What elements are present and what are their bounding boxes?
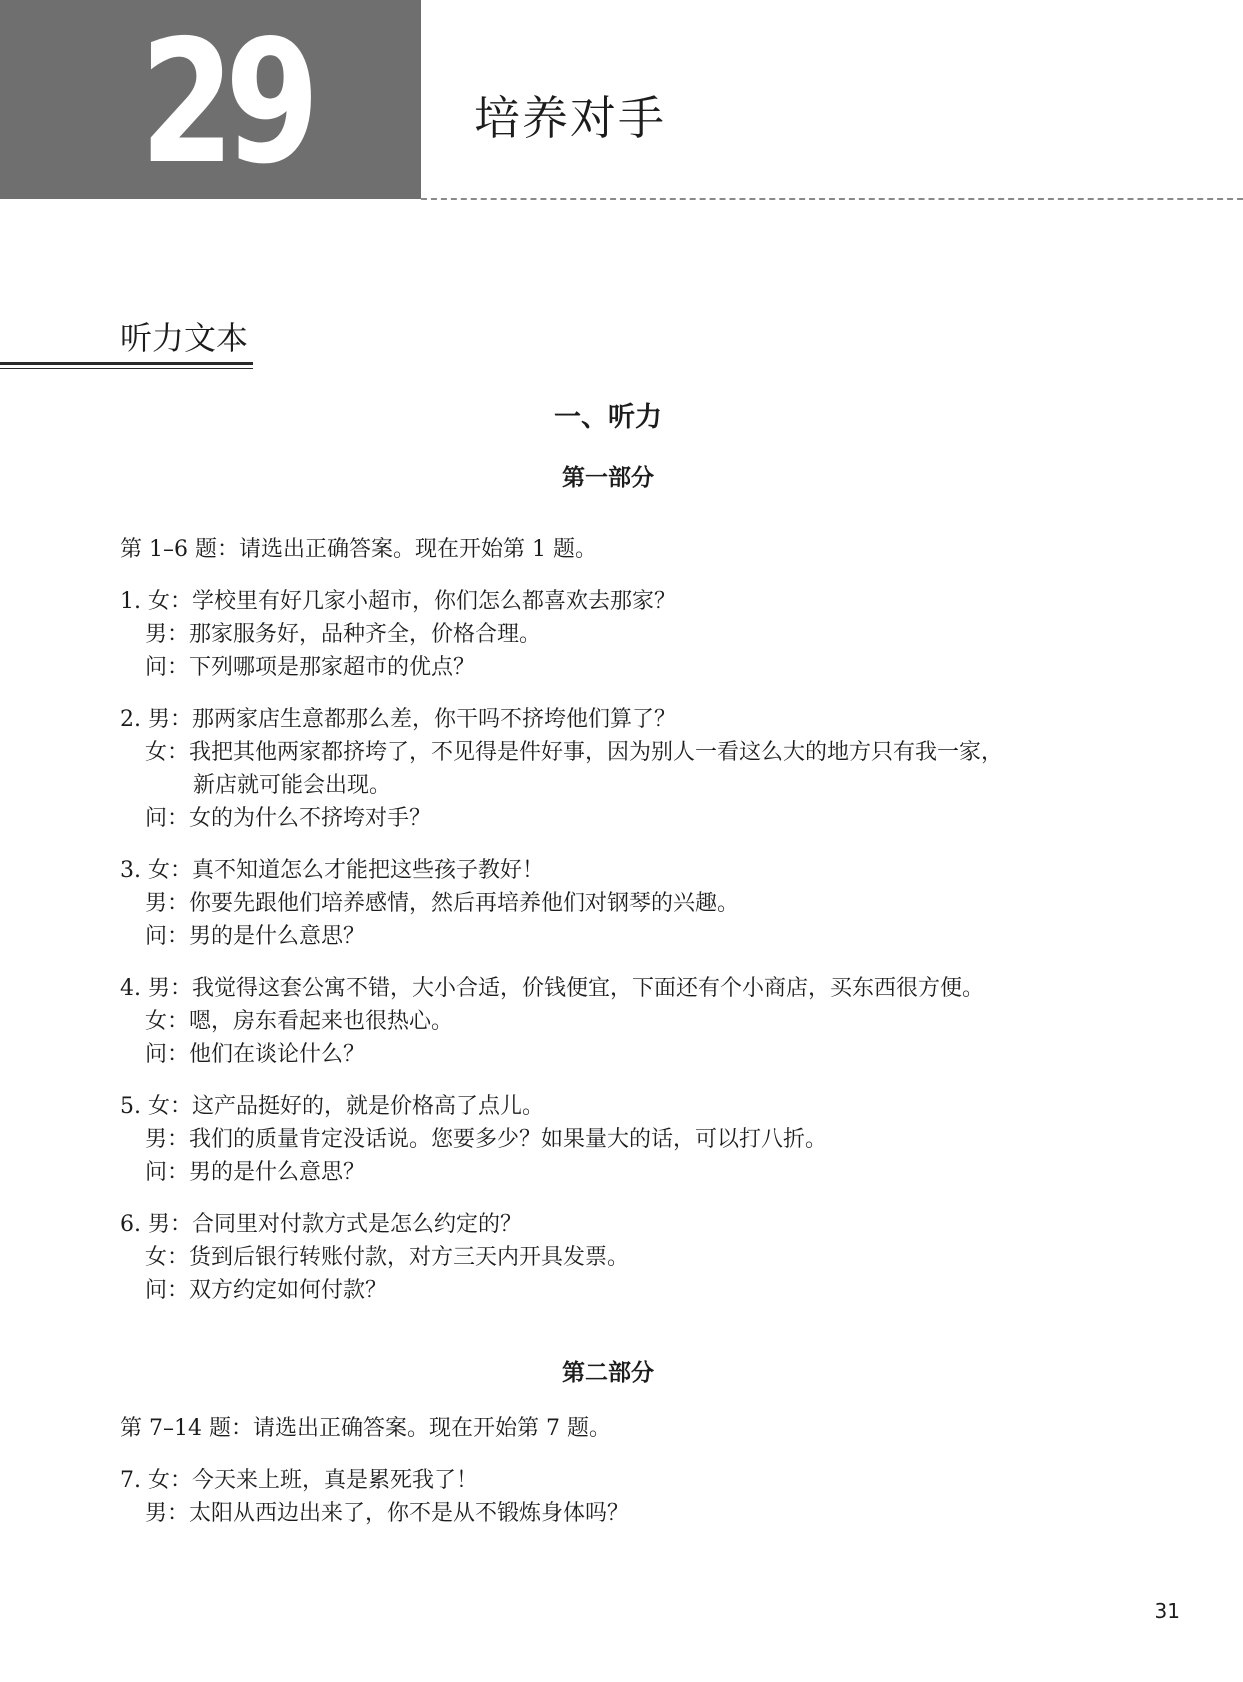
dialogue-line: 问：男的是什么意思？	[145, 924, 366, 949]
section-heading-underline	[0, 362, 253, 365]
lesson-number: 29	[139, 4, 311, 202]
header-dashed-rule	[421, 198, 1243, 200]
page-number: 31	[1154, 1599, 1180, 1623]
part-title: 一、听力	[554, 402, 662, 433]
dialogue-line: 4. 男：我觉得这套公寓不错，大小合适，价钱便宜，下面还有个小商店，买东西很方便。	[120, 976, 984, 1001]
dialogue-line: 问：男的是什么意思？	[145, 1160, 366, 1185]
dialogue-line: 问：女的为什么不挤垮对手？	[145, 806, 432, 831]
dialogue-line: 女：嗯，房东看起来也很热心。	[145, 1009, 454, 1034]
dialogue-line: 5. 女：这产品挺好的，就是价格高了点儿。	[120, 1094, 544, 1119]
instruction-2: 第 7–14 题：请选出正确答案。现在开始第 7 题。	[120, 1416, 611, 1441]
dialogue-line: 女：我把其他两家都挤垮了，不见得是件好事，因为别人一看这么大的地方只有我一家，	[145, 740, 1004, 765]
dialogue-line: 1. 女：学校里有好几家小超市，你们怎么都喜欢去那家？	[120, 589, 676, 614]
dialogue-line: 女：货到后银行转账付款，对方三天内开具发票。	[145, 1245, 630, 1270]
dialogue-line: 男：太阳从西边出来了，你不是从不锻炼身体吗？	[145, 1501, 630, 1526]
instruction-1: 第 1–6 题：请选出正确答案。现在开始第 1 题。	[120, 537, 597, 562]
section-heading-underline-thin	[0, 368, 253, 369]
dialogue-line: 3. 女：真不知道怎么才能把这些孩子教好！	[120, 858, 544, 883]
dialogue-line: 新店就可能会出现。	[193, 773, 392, 798]
dialogue-line: 2. 男：那两家店生意都那么差，你干吗不挤垮他们算了？	[120, 707, 676, 732]
lesson-title: 培养对手	[474, 91, 666, 145]
dialogue-line: 7. 女：今天来上班，真是累死我了！	[120, 1468, 478, 1493]
dialogue-line: 6. 男：合同里对付款方式是怎么约定的？	[120, 1212, 522, 1237]
dialogue-line: 问：双方约定如何付款？	[145, 1278, 388, 1303]
dialogue-line: 男：那家服务好，品种齐全，价格合理。	[145, 622, 542, 647]
lesson-number-box	[0, 0, 421, 202]
dialogue-line: 男：你要先跟他们培养感情，然后再培养他们对钢琴的兴趣。	[145, 891, 740, 916]
subpart-title-1: 第一部分	[562, 465, 654, 491]
subpart-title-2: 第二部分	[562, 1360, 654, 1386]
dialogue-line: 问：下列哪项是那家超市的优点？	[145, 655, 476, 680]
section-heading: 听力文本	[120, 319, 249, 357]
dialogue-line: 问：他们在谈论什么？	[145, 1042, 366, 1067]
dialogue-line: 男：我们的质量肯定没话说。您要多少？如果量大的话，可以打八折。	[145, 1127, 828, 1152]
